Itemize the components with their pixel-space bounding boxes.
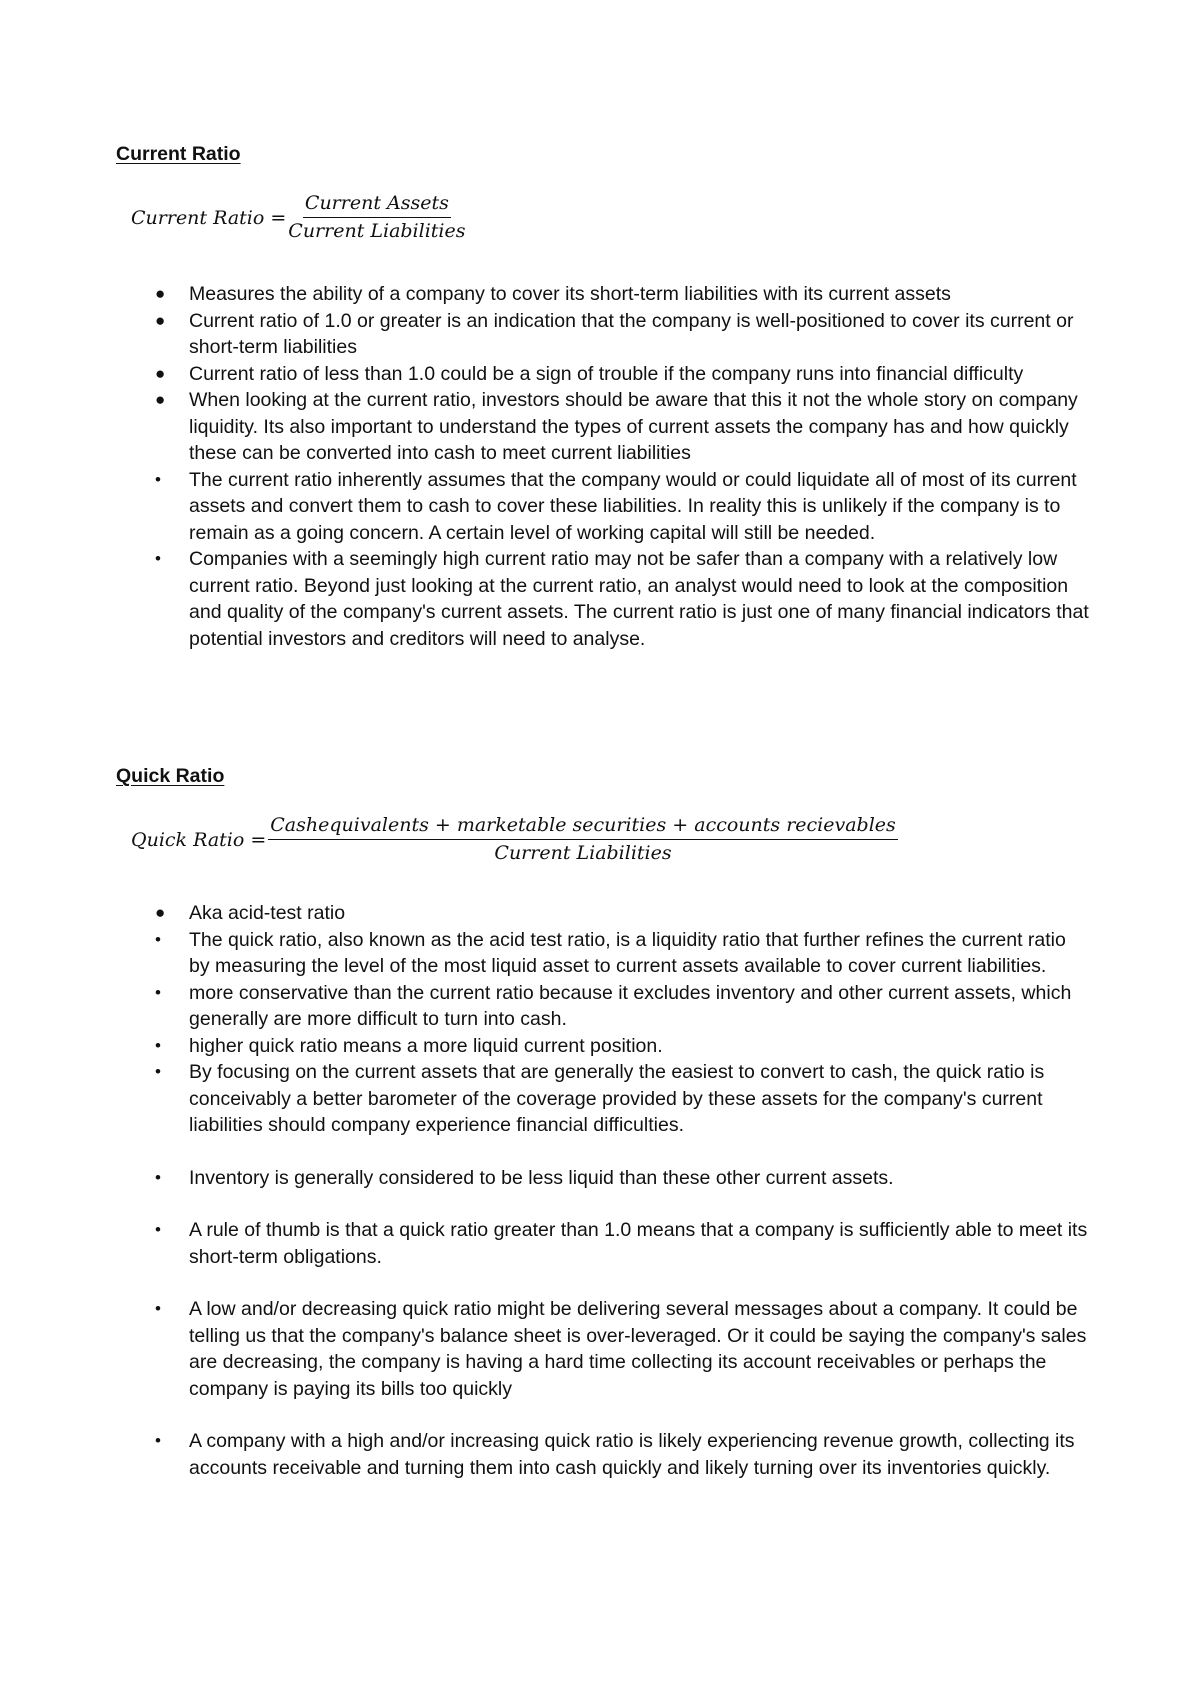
list-item xyxy=(0,900,1089,927)
bullet-icon: • xyxy=(155,1062,161,1081)
list-item-text: The quick ratio, also known as the acid test ratio, is a liquidity ratio that further refines the current ratio by measuring the level of the most liquid asset to current assets available to cover current liabilities. xyxy=(189,928,1066,977)
list-item-text: Measures the ability of a company to cover its short-term liabilities with its current assets xyxy=(189,283,951,305)
list-item-text: higher quick ratio means a more liquid current position. xyxy=(189,1034,663,1057)
list-item-text: Current ratio of less than 1.0 could be a sign of trouble if the company runs into financial difficulty xyxy=(189,362,1024,385)
list-item-text: A company with a high and/or increasing quick ratio is likely experiencing revenue growth, collecting its accounts receivable and turning them into cash quickly and likely turning over its inventories quickly. xyxy=(189,1430,1075,1479)
current-ratio-heading: Current Ratio xyxy=(116,143,241,165)
current-ratio-formula-lhs: Current Ratio = xyxy=(131,206,287,229)
list-item xyxy=(0,308,1089,361)
current-ratio-formula xyxy=(131,193,466,243)
list-item xyxy=(0,1165,1089,1192)
bullet-icon: ● xyxy=(155,903,166,922)
list-item xyxy=(0,467,1089,547)
bullet-icon: • xyxy=(155,1167,161,1187)
list-item xyxy=(0,546,1089,652)
bullet-icon: ● xyxy=(155,310,166,330)
bullet-icon: • xyxy=(155,549,161,568)
list-item-text: A low and/or decreasing quick ratio might be delivering several messages about a company. It could be telling us that the company's balance sheet is over-leveraged. Or it could be saying the company's sales are decreasing, the company is having a hard time collecting its account receivables or perhaps the company is paying its bills too quickly xyxy=(189,1298,1087,1400)
list-item-text: Aka acid-test ratio xyxy=(189,902,346,924)
list-item xyxy=(0,1217,1089,1270)
bullet-icon: • xyxy=(155,469,161,489)
list-item xyxy=(0,980,1089,1033)
quick-ratio-heading: Quick Ratio xyxy=(116,765,225,787)
current-ratio-denominator: Current Liabilities xyxy=(288,219,466,242)
list-item xyxy=(0,1296,1089,1402)
list-item xyxy=(0,387,1089,467)
list-item-text: Inventory is generally considered to be less liquid than these other current assets. xyxy=(189,1166,894,1189)
bullet-icon: • xyxy=(155,982,161,1002)
bullet-icon: • xyxy=(155,1299,161,1318)
bullet-icon: • xyxy=(155,1431,161,1450)
quick-ratio-formula-lhs: Quick Ratio = xyxy=(131,828,267,851)
list-item xyxy=(0,927,1089,980)
current-ratio-bullet-list xyxy=(0,281,1089,652)
list-item-text: The current ratio inherently assumes that the company would or could liquidate all of most of its current assets and convert them to cash to cover these liabilities. In reality this is unlikely if the company is to remain as a going concern. A certain level of working capital will still be needed. xyxy=(189,468,1077,544)
quick-ratio-bullet-list xyxy=(0,900,1089,1481)
bullet-icon: ● xyxy=(155,390,166,409)
list-item xyxy=(0,1428,1089,1481)
bullet-icon: • xyxy=(155,929,161,949)
quick-ratio-fraction xyxy=(268,815,898,865)
bullet-icon: ● xyxy=(155,284,166,303)
bullet-icon: ● xyxy=(155,363,166,383)
list-item-text: Current ratio of 1.0 or greater is an indication that the company is well-positioned to cover its current or short-term liabilities xyxy=(189,309,1074,358)
list-item-text: When looking at the current ratio, investors should be aware that this it not the whole story on company liquidity. Its also important to understand the types of current assets the company has and how quickly these can be converted into cash to meet current liabilities xyxy=(189,389,1078,464)
list-item xyxy=(0,1033,1089,1060)
list-item-text: Companies with a seemingly high current ratio may not be safer than a company with a relatively low current ratio. Beyond just looking at the current ratio, an analyst would need to look at the composition and quality of the company's current assets. The current ratio is just one of many financial indicators that potential investors and creditors will need to analyse. xyxy=(189,548,1089,650)
list-item xyxy=(0,1059,1089,1139)
list-item xyxy=(0,281,1089,308)
quick-ratio-denominator: Current Liabilities xyxy=(494,841,672,864)
current-ratio-fraction xyxy=(288,193,465,243)
list-item-text: By focusing on the current assets that are generally the easiest to convert to cash, the quick ratio is conceivably a better barometer of the coverage provided by these assets for the company's current liabilities should company experience financial difficulties. xyxy=(189,1061,1045,1136)
current-ratio-numerator: Current Assets xyxy=(303,193,451,218)
list-item-text: A rule of thumb is that a quick ratio greater than 1.0 means that a company is sufficiently able to meet its short-term obligations. xyxy=(189,1219,1088,1268)
bullet-icon: • xyxy=(155,1035,161,1055)
list-item xyxy=(0,361,1089,388)
quick-ratio-numerator: Cashequivalents + marketable securities + accounts recievables xyxy=(268,815,898,840)
bullet-icon: • xyxy=(155,1220,161,1239)
list-item-text: more conservative than the current ratio because it excludes inventory and other current assets, which generally are more difficult to turn into cash. xyxy=(189,981,1072,1030)
quick-ratio-formula xyxy=(131,815,898,865)
